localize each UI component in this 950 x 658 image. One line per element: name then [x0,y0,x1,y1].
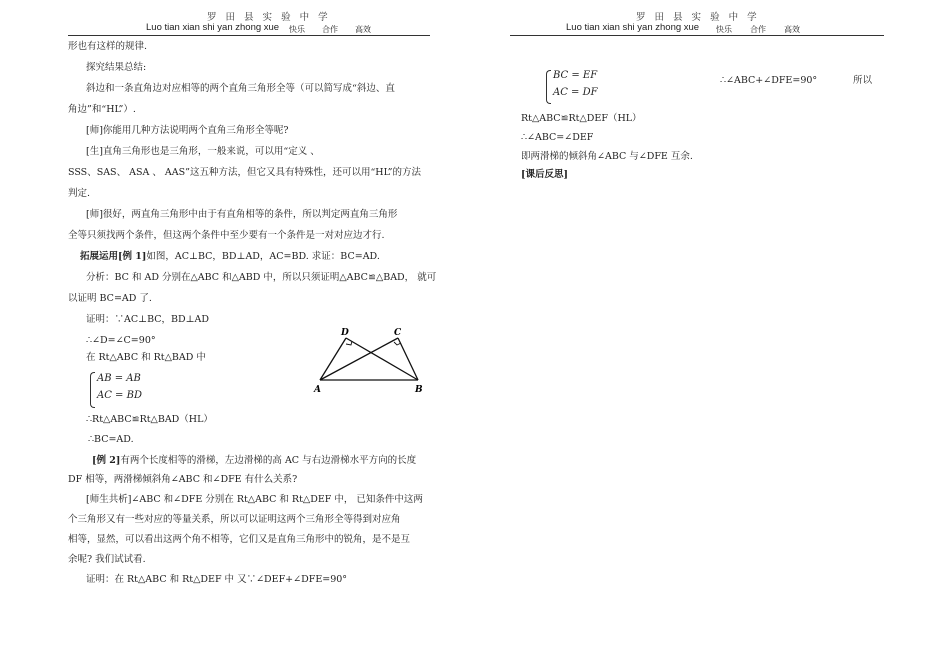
vertex-label-a: A [314,385,321,395]
right-side-text: ∴∠ABC+∠DFE=90° [720,75,818,86]
text-line: ∴Rt△ABC≌Rt△BAD（HL） [86,414,213,425]
text-line: Rt△ABC≌Rt△DEF（HL） [521,113,642,124]
header-rule-right [510,35,884,36]
text-line: [师]你能用几种方法说明两个直角三角形全等呢? [86,125,289,136]
text-line: ∴BC=AD. [88,434,134,445]
vertex-label-b: B [415,385,423,395]
school-subtitle-left: Luo tian xian shi yan zhong xue [146,22,280,33]
text-line: 形也有这样的规律. [68,41,148,52]
segment-db [346,338,418,380]
text-line: [生]直角三角形也是三角形，一般来说，可以用“定义 、 [86,146,320,157]
example-1-line [80,251,380,263]
header-tag-left-2: 合作 [322,25,338,34]
equation-line: AB = AB [97,373,141,384]
text-line: [师]很好，两直角三角形中由于有直角相等的条件，所以判定两直角三角形 [86,209,398,220]
text-line: 全等只须找两个条件，但这两个条件中至少要有一个条件是一对对应边才行. [68,230,385,241]
school-subtitle-right: Luo tian xian shi yan zhong xue [566,22,700,33]
example-1-label: 拓展运用[例 1] [80,251,147,262]
header-tag-right-3: 高效 [784,25,800,34]
header-tag-left-3: 高效 [355,25,371,34]
text-line: 余呢? 我们试试看. [68,554,146,565]
example-1-text: 如图，AC⊥BC，BD⊥AD，AC=BD. 求证：BC=AD. [146,251,380,262]
text-line: [师生共析]∠ABC 和∠DFE 分别在 Rt△ABC 和 Rt△DEF 中， 已知条件中这两 [86,494,423,505]
text-line: ∴∠ABC=∠DEF [521,132,594,143]
text-line: 即两滑梯的倾斜角∠ABC 与∠DFE 互余. [521,151,693,162]
equation-brace [90,372,95,408]
text-line: 探究结果总结: [86,62,147,73]
text-line: 斜边和一条直角边对应相等的两个直角三角形全等（可以简写成“斜边、直 [86,83,395,94]
equation-line-right: AC = DF [553,87,598,98]
equation-line: AC = BD [97,390,142,401]
text-line: 证明：∵AC⊥BC，BD⊥AD [86,314,209,325]
header-rule-left [68,35,430,36]
vertex-label-c: C [394,328,402,338]
text-line: 证明：在 Rt△ABC 和 Rt△DEF 中 又∵∠DEF+∠DFE=90° [86,574,348,585]
example-2-line [92,455,416,467]
text-line: SSS、SAS、 ASA 、 AAS”这五种方法，但它又具有特殊性，还可以用“HL”的方法 [68,167,421,178]
vertex-label-d: D [341,328,349,338]
school-title-left: 罗 田 县 实 验 中 学 [207,12,331,23]
text-line: 个三角形又有一些对应的等量关系，所以可以证明这两个三角形全等得到对应角 [68,514,401,525]
header-tag-right-2: 合作 [750,25,766,34]
text-line: 以证明 BC=AD 了. [68,293,152,304]
text-line: 角边”和“HL”）. [68,104,136,115]
equation-line-right: BC = EF [553,70,598,81]
text-line: DF 相等，两滑梯倾斜角∠ABC 和∠DFE 有什么关系? [68,474,298,485]
example-2-text: 有两个长度相等的滑梯，左边滑梯的高 AC 与右边滑梯水平方向的长度 [120,455,417,466]
geometry-figure [312,322,432,396]
text-line: 分析：BC 和 AD 分别在△ABC 和△ABD 中，所以只须证明△ABC≌△BAD， 就可 [86,272,437,283]
text-line: 在 Rt△ABC 和 Rt△BAD 中 [86,352,206,363]
school-title-right: 罗 田 县 实 验 中 学 [636,12,760,23]
text-line: 相等，显然，可以看出这两个角不相等，它们又是直角三角形中的锐角，是不是互 [68,534,411,545]
reflection-heading: [课后反思] [521,169,568,180]
header-tag-left-1: 快乐 [289,25,305,34]
right-side-text-2: 所以 [853,75,873,86]
equation-brace-right [546,70,551,104]
text-line: ∴∠D=∠C=90° [86,335,156,346]
example-2-label: [例 2] [92,455,121,466]
header-tag-right-1: 快乐 [716,25,732,34]
segment-ac [320,338,398,380]
text-line: 判定. [68,188,91,199]
